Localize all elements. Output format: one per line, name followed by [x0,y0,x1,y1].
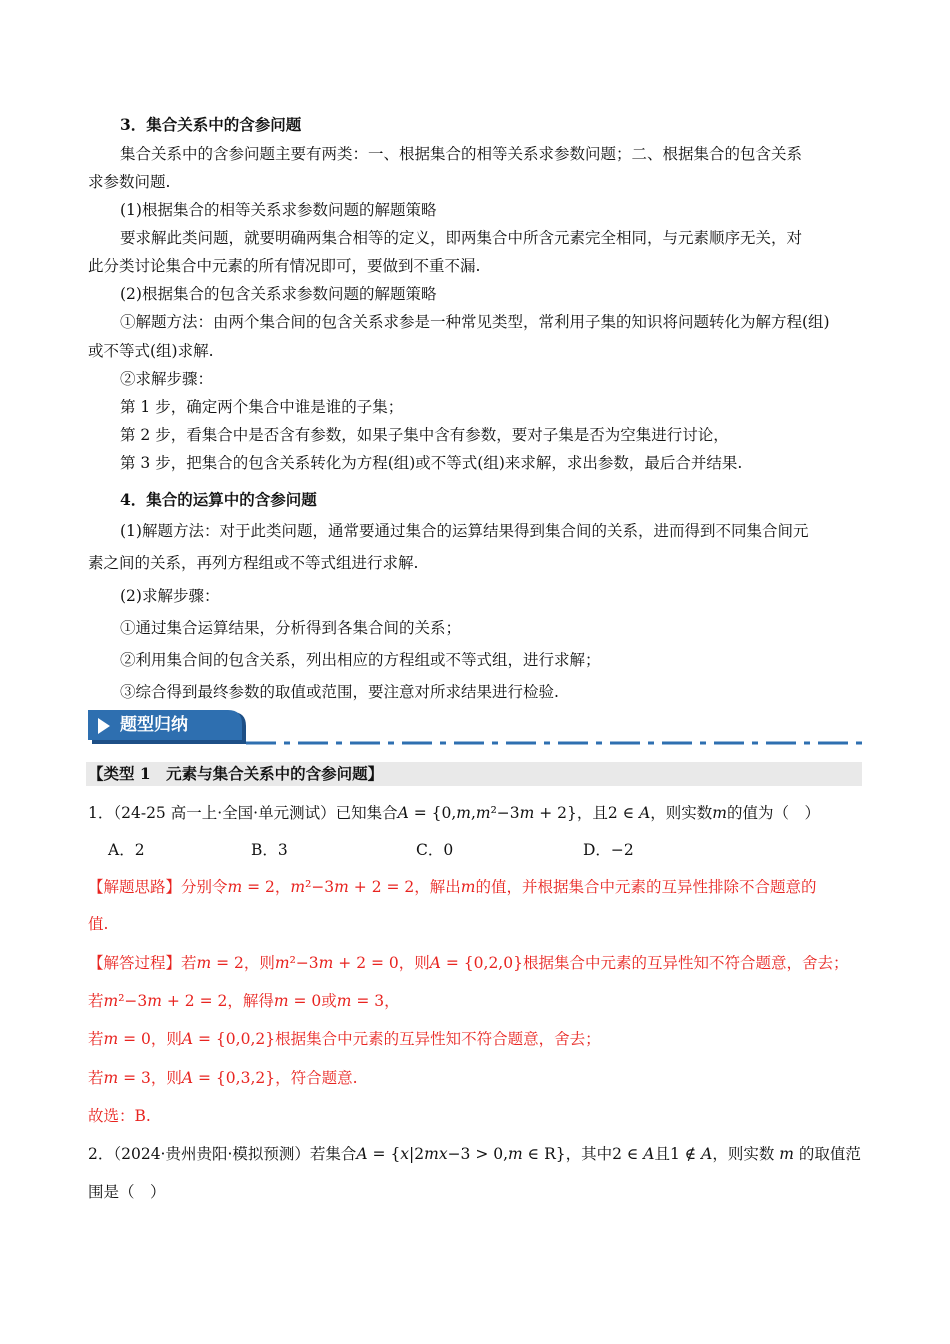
paragraph-line: 素之间的关系，再列方程组或不等式组进行求解. [88,554,419,572]
paragraph-line: ①解题方法：由两个集合间的包含关系求参是一种常见类型，常利用子集的知识将问题转化为解方程(组) [120,313,830,331]
paragraph-line: 或不等式(组)求解. [88,342,214,360]
solution-idea: 【解题思路】分别令𝑚 = 2，𝑚²−3𝑚 + 2 = 2，解出𝑚的值，并根据集合中元素的互异性排除不合题意的 [88,878,817,896]
section-3-heading: 3．集合关系中的含参问题 [120,115,302,134]
option-c[interactable]: C．0 [416,841,454,859]
subheading: (2)根据集合的包含关系求参数问题的解题策略 [120,285,437,303]
answer-line: 故选：B. [88,1107,151,1125]
solution-process: 若𝑚²−3𝑚 + 2 = 2，解得𝑚 = 0或𝑚 = 3， [88,992,400,1010]
option-a[interactable]: A．2 [108,841,145,859]
step-line: ②利用集合间的包含关系，列出相应的方程组或不等式组，进行求解； [120,651,601,669]
banner-label: 题型归纳 [120,715,188,735]
option-b[interactable]: B．3 [251,841,288,859]
paragraph-line: 集合关系中的含参问题主要有两类：一、根据集合的相等关系求参数问题；二、根据集合的包含关系 [120,145,803,163]
step-line: ③综合得到最终参数的取值或范围，要注意对所求结果进行检验. [120,683,559,701]
question-1-stem: 1．（24-25 高一上·全国·单元测试）已知集合𝐴 = {0,𝑚,𝑚²−3𝑚 + 2}，且2 ∈ 𝐴，则实数𝑚的值为（ ） [88,804,820,822]
paragraph-line: ②求解步骤： [120,370,214,388]
subheading: (1)根据集合的相等关系求参数问题的解题策略 [120,201,437,219]
solution-process: 若𝑚 = 0，则𝐴 = {0,0,2}根据集合中元素的互异性知不符合题意，舍去； [88,1030,601,1048]
option-d[interactable]: D．−2 [583,841,634,859]
paragraph-line: 此分类讨论集合中元素的所有情况即可，要做到不重不漏. [88,257,481,275]
solution-process: 【解答过程】若𝑚 = 2，则𝑚²−3𝑚 + 2 = 0，则𝐴 = {0,2,0}根据集合中元素的互异性知不符合题意，舍去； [88,954,849,972]
paragraph-line: (2)求解步骤： [120,587,220,605]
question-2-stem: 2．（2024·贵州贵阳·模拟预测）若集合𝐴 = {𝑥|2𝑚𝑥−3 > 0,𝑚 ∈ R}，其中2 ∈ 𝐴且1 ∉ 𝐴，则实数 𝑚 的取值范 [88,1145,861,1163]
step-line: 第 3 步，把集合的包含关系转化为方程(组)或不等式(组)来求解，求出参数，最后合并结果. [120,454,743,472]
solution-process: 若𝑚 = 3，则𝐴 = {0,3,2}，符合题意. [88,1069,358,1087]
section-4-heading: 4．集合的运算中的含参问题 [120,490,317,509]
step-line: 第 2 步，看集合中是否含有参数，如果子集中含有参数，要对子集是否为空集进行讨论， [120,426,729,444]
paragraph-line: (1)解题方法：对于此类问题，通常要通过集合的运算结果得到集合间的关系，进而得到不同集合间元 [120,522,809,540]
step-line: ①通过集合运算结果，分析得到各集合间的关系； [120,619,462,637]
section-banner [86,710,862,748]
solution-idea-cont: 值. [88,915,109,933]
paragraph-line: 求参数问题. [88,173,171,191]
banner-graphic [86,710,862,748]
paragraph-line: 要求解此类问题，就要明确两集合相等的定义，即两集合中所含元素完全相同，与元素顺序无关，对 [120,229,803,247]
type-title: 【类型 1 元素与集合关系中的含参问题】 [88,764,384,783]
step-line: 第 1 步，确定两个集合中谁是谁的子集； [120,398,404,416]
question-2-stem-cont: 围是（ ） [88,1183,166,1201]
